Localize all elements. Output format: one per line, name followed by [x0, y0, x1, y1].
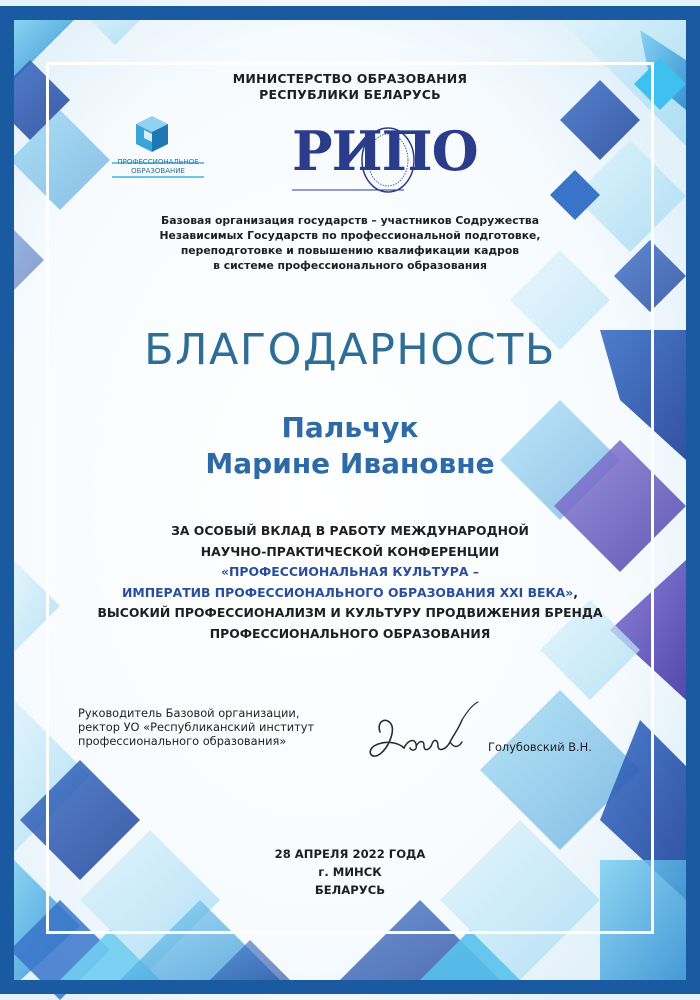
handwritten-signature: [358, 690, 488, 780]
logo-left-caption: [112, 158, 204, 176]
signer-line-2: ректор УО «Республиканский институт: [78, 720, 315, 734]
recipient-name: [150, 410, 550, 482]
issue-date: 28 АПРЕЛЯ 2022 ГОДА: [274, 847, 426, 861]
issue-city: г. МИНСК: [318, 865, 382, 879]
recipient-surname: Пальчук: [281, 411, 419, 444]
certificate-title: БЛАГОДАРНОСТЬ: [144, 325, 556, 375]
recipient-given-names: Марине Ивановне: [205, 447, 495, 480]
reason-line-4-tail: ,: [573, 584, 578, 600]
reason-line-1: ЗА ОСОБЫЙ ВКЛАД В РАБОТУ МЕЖДУНАРОДНОЙ: [171, 523, 529, 538]
reason-line-6: ПРОФЕССИОНАЛЬНОГО ОБРАЗОВАНИЯ: [209, 625, 491, 641]
organization-description: [120, 213, 580, 273]
ministry-line-1: МИНИСТЕРСТВО ОБРАЗОВАНИЯ: [232, 71, 468, 86]
org-line-4: в системе профессионального образования: [213, 259, 487, 272]
signer-line-3: профессионального образования»: [78, 734, 287, 748]
logo-caption-line-1: ПРОФЕССИОНАЛЬНОЕ: [117, 158, 199, 166]
award-reason: [80, 521, 620, 644]
org-line-1: Базовая организация государств – участников Содружества: [161, 214, 539, 227]
reason-line-2: НАУЧНО-ПРАКТИЧЕСКОЙ КОНФЕРЕНЦИИ: [200, 543, 500, 559]
logo-caption-line-2: ОБРАЗОВАНИЕ: [131, 167, 185, 175]
reason-line-5: ВЫСОКИЙ ПРОФЕССИОНАЛИЗМ И КУЛЬТУРУ ПРОДВИЖЕНИЯ БРЕНДА: [97, 605, 603, 620]
reason-line-4: ИМПЕРАТИВ ПРОФЕССИОНАЛЬНОГО ОБРАЗОВАНИЯ XXI ВЕКА»: [122, 584, 574, 600]
ministry-header: [200, 71, 500, 103]
ministry-line-2: РЕСПУБЛИКИ БЕЛАРУСЬ: [259, 87, 441, 102]
org-line-2: Независимых Государств по профессиональной подготовке,: [159, 229, 541, 242]
issue-date-place: [230, 845, 470, 899]
signer-line-1: Руководитель Базовой организации,: [78, 706, 300, 720]
signer-position: [78, 706, 338, 748]
ripo-logo: РИПО: [292, 119, 478, 183]
reason-line-4-wrap: [80, 583, 620, 604]
reason-line-3: «ПРОФЕССИОНАЛЬНАЯ КУЛЬТУРА –: [221, 564, 479, 579]
org-line-3: переподготовке и повышению квалификации кадров: [180, 244, 520, 257]
signer-name: Голубовский В.Н.: [488, 740, 592, 754]
issue-country: БЕЛАРУСЬ: [314, 883, 386, 897]
